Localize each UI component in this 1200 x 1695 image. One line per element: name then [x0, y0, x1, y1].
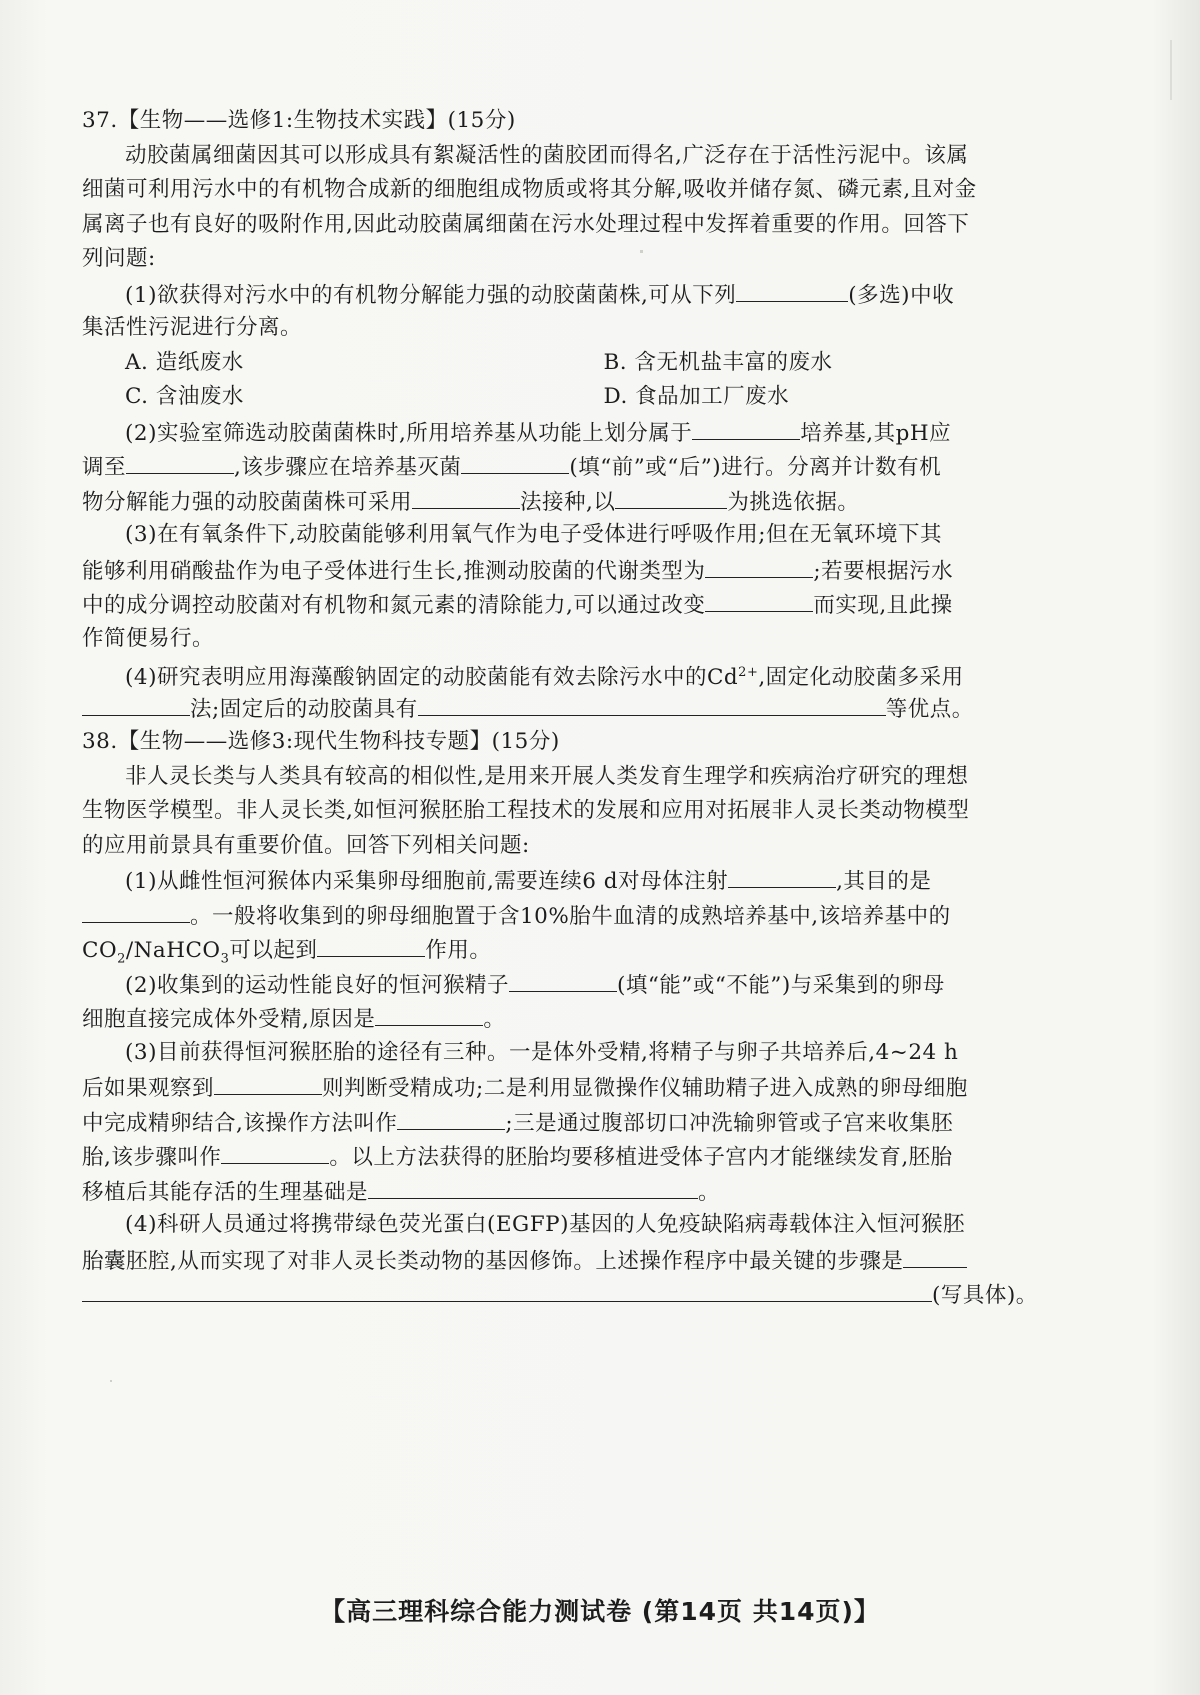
q37-part3-line-3: 中的成分调控动胶菌对有机物和氮元素的清除能力,可以通过改变 而实现,且此操 [82, 587, 1082, 622]
answer-blank[interactable] [368, 1174, 698, 1199]
q37-part2-line-3: 物分解能力强的动胶菌菌株可采用 法接种,以 为挑选依据。 [82, 484, 1082, 519]
answer-blank[interactable] [903, 1243, 967, 1268]
answer-blank[interactable] [82, 1277, 932, 1302]
answer-blank[interactable] [412, 484, 520, 509]
answer-blank[interactable] [461, 449, 569, 474]
scan-speck [110, 1380, 112, 1382]
q37-options-row-2 [82, 380, 1082, 415]
option-b: B. 含无机盐丰富的废水 [603, 349, 833, 375]
q37-part4-line-2: 法;固定后的动胶菌具有 等优点。 [82, 691, 1082, 726]
q37-options-row-1 [82, 346, 1082, 381]
q37-intro-line-1: 动胶菌属细菌因其可以形成具有絮凝活性的菌胶团而得名,广泛存在于活性污泥中。该属 [125, 142, 969, 168]
q37-intro-line-2: 细菌可利用污水中的有机物合成新的细胞组成物质或将其分解,吸收并储存氮、磷元素,且对金 [82, 177, 977, 202]
q38-intro-line-1: 非人灵长类与人类具有较高的相似性,是用来开展人类发育生理学和疾病治疗研究的理想 [125, 763, 969, 789]
answer-blank[interactable] [736, 277, 848, 302]
page-footer: 【高三理科综合能力测试卷 (第14页 共14页)】 [320, 1597, 880, 1626]
option-c: C. 含油废水 [125, 384, 244, 409]
option-d: D. 食品加工厂废水 [603, 384, 790, 409]
answer-blank[interactable] [615, 484, 727, 509]
q38-title: 38.【生物——选修3:现代生物科技专题】(15分) [82, 729, 560, 754]
q38-part3-line-3: 中完成精卵结合,该操作方法叫作 ;三是通过腹部切口冲洗输卵管或子宫来收集胚 [82, 1105, 1082, 1140]
answer-blank[interactable] [728, 863, 836, 888]
q38-part4-line-1: (4)科研人员通过将携带绿色荧光蛋白(EGFP)基因的人免疫缺陷病毒载体注入恒河猴胚 [125, 1212, 965, 1237]
q37-part3-line-2: 能够利用硝酸盐作为电子受体进行生长,推测动胶菌的代谢类型为 ;若要根据污水 [82, 553, 1082, 588]
q38-part3-line-4: 胎,该步骤叫作 。以上方法获得的胚胎均要移植进受体子宫内才能继续发育,胚胎 [82, 1139, 1082, 1174]
answer-blank[interactable] [82, 898, 190, 923]
answer-blank[interactable] [705, 587, 813, 612]
q37-part3-line-4: 作简便易行。 [82, 625, 215, 651]
q38-intro-line-3: 的应用前景具有重要价值。回答下列相关问题: [82, 832, 530, 858]
q38-part1-line-2: 。一般将收集到的卵母细胞置于含10%胎牛血清的成熟培养基中,该培养基中的 [82, 898, 1082, 933]
scan-edge-mark [1170, 40, 1172, 100]
q37-part4-line-1: (4)研究表明应用海藻酸钠固定的动胶菌能有效去除污水中的$Cd^{2+}$,固定化动胶菌多采用 [125, 665, 964, 691]
q38-part4-line-2: 胎囊胚腔,从而实现了对非人灵长类动物的基因修饰。上述操作程序中最关键的步骤是 [82, 1243, 1082, 1278]
answer-blank[interactable] [705, 553, 813, 578]
q38-part4-line-3: (写具体)。 [82, 1277, 1082, 1312]
q37-part3-line-1: (3)在有氧条件下,动胶菌能够利用氧气作为电子受体进行呼吸作用;但在无氧环境下其 [125, 522, 943, 547]
answer-blank[interactable] [221, 1139, 329, 1164]
q38-part1-line-1: (1)从雌性恒河猴体内采集卵母细胞前,需要连续6 d对母体注射 ,其目的是 [82, 863, 1082, 898]
q37-part1-line-2: 集活性污泥进行分离。 [82, 315, 303, 340]
page-content [82, 104, 1082, 1312]
answer-blank[interactable] [82, 691, 190, 716]
answer-blank[interactable] [509, 967, 617, 992]
answer-blank[interactable] [214, 1070, 322, 1095]
q38-part2-line-1: (2)收集到的运动性能良好的恒河猴精子 (填“能”或“不能”)与采集到的卵母 [82, 967, 1082, 1002]
q37-part2-line-1: (2)实验室筛选动胶菌菌株时,所用培养基从功能上划分属于 培养基,其pH应 [82, 415, 1082, 450]
answer-blank[interactable] [692, 415, 800, 440]
q37-intro-line-4: 列问题: [82, 246, 156, 271]
scan-speck [640, 250, 643, 253]
answer-blank[interactable] [317, 932, 425, 957]
q38-part3-line-2: 后如果观察到 则判断受精成功;二是利用显微操作仪辅助精子进入成熟的卵母细胞 [82, 1070, 1082, 1105]
answer-blank[interactable] [126, 449, 234, 474]
q38-part3-line-1: (3)目前获得恒河猴胚胎的途径有三种。一是体外受精,将精子与卵子共培养后,4~24 h [125, 1039, 959, 1065]
q37-part1-line-1: (1)欲获得对污水中的有机物分解能力强的动胶菌菌株,可从下列 (多选)中收 [82, 277, 1082, 312]
q38-part3-line-5: 移植后其能存活的生理基础是 。 [82, 1174, 1082, 1209]
answer-blank[interactable] [418, 691, 886, 716]
option-a: A. 造纸废水 [125, 349, 244, 375]
q38-part1-line-3: $CO_2/NaHCO_3$可以起到 作用。 [82, 932, 1082, 967]
q38-part2-line-2: 细胞直接完成体外受精,原因是 。 [82, 1001, 1082, 1036]
q37-part2-line-2: 调至 ,该步骤应在培养基灭菌 (填“前”或“后”)进行。分离并计数有机 [82, 449, 1082, 484]
answer-blank[interactable] [375, 1001, 483, 1026]
q37-intro-line-3: 属离子也有良好的吸附作用,因此动胶菌属细菌在污水处理过程中发挥着重要的作用。回答下 [82, 211, 970, 237]
q37-title: 37.【生物——选修1:生物技术实践】(15分) [82, 108, 516, 133]
answer-blank[interactable] [397, 1105, 505, 1130]
q38-intro-line-2: 生物医学模型。非人灵长类,如恒河猴胚胎工程技术的发展和应用对拓展非人灵长类动物模型 [82, 798, 970, 823]
